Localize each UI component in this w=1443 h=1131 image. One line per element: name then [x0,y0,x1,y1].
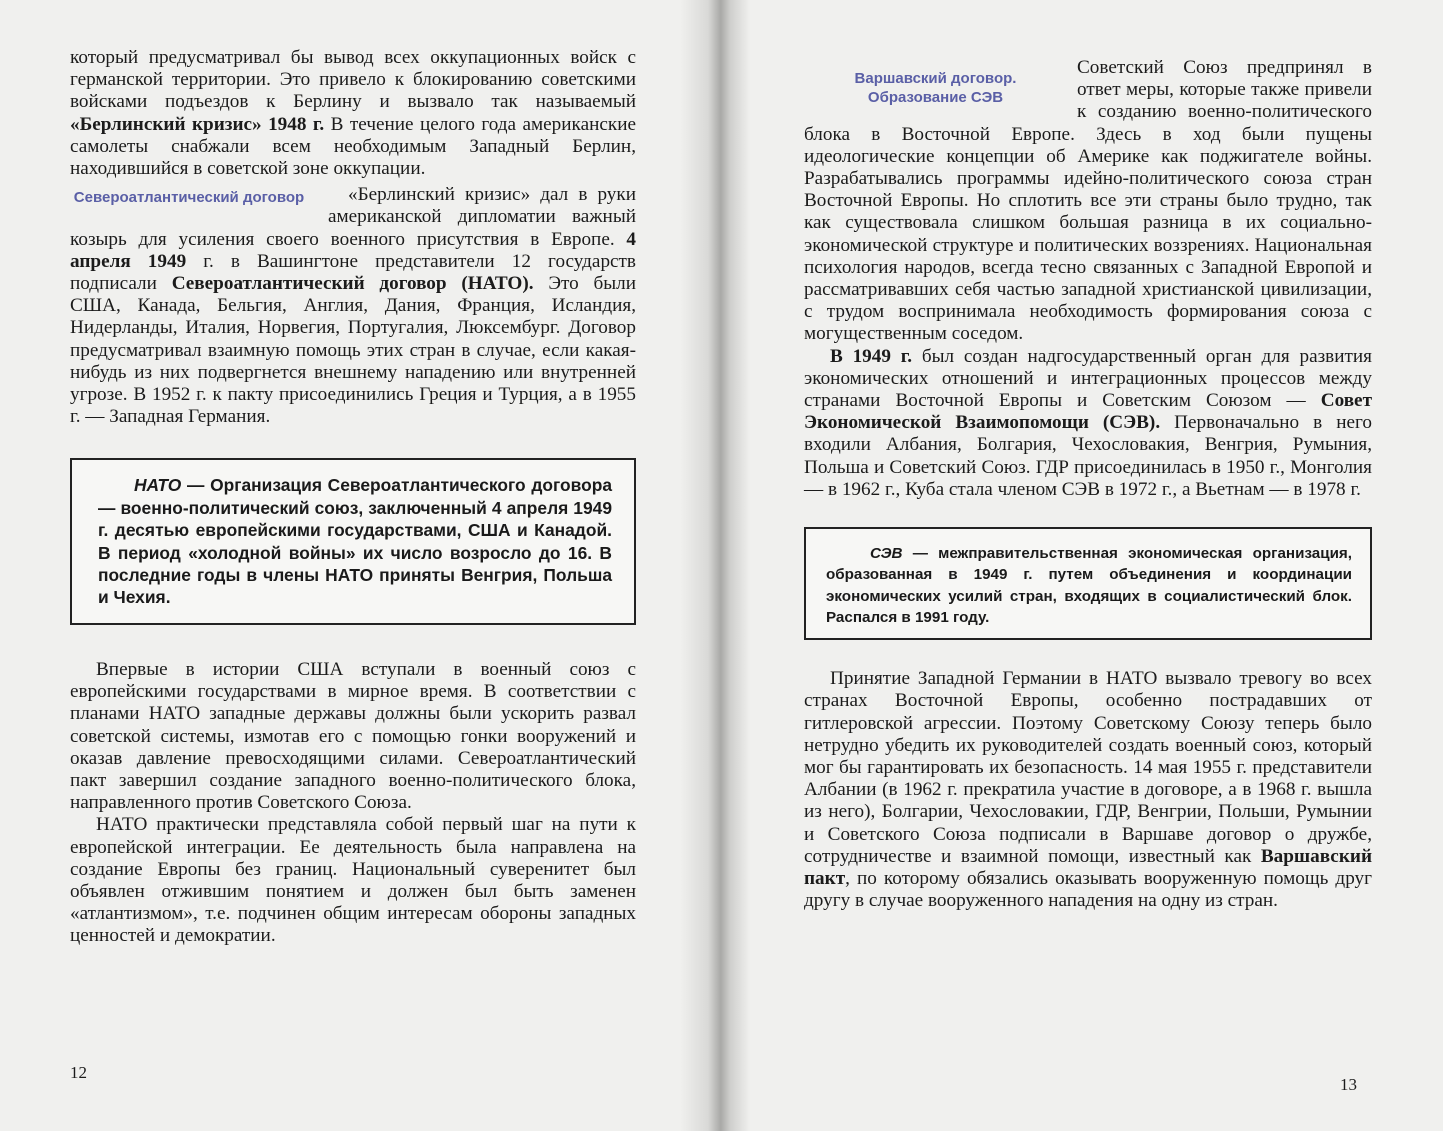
term-berlin-crisis: «Берлинский кризис» 1948 г. [70,113,325,135]
page-number: 12 [70,1063,87,1082]
paragraph-soviet-response: Варшавский договор. Образование СЭВ Советский Союз предпринял в ответ меры, которые также привели к созданию военно-политического блока в Восточной Европе. Здесь в ход были пущены идеологические концепции об Америке как поджигателе войны. Разрабатывались программы идейно-политического союза стран Восточной Европы. Но сплотить все эти страны было трудно, так как существовала слишком большая разница в их социально-экономической структуре и политических воззрениях. Национальная психология народов, всегда тесно связанных с Западной Европой и рассматривавших себя частью западной христианской цивилизации, с трудом воспринимала необходимость формирования союза с могущественным соседом. [804,57,1372,345]
definition-term: СЭВ [870,545,903,563]
definition-box-nato [70,458,636,624]
definition-box-sev [804,527,1372,640]
left-page [70,0,636,1131]
paragraph-berlin-crisis: который предусматривал бы вывод всех оккупационных войск с германской территории. Это привело к блокированию советскими войсками подъездов к Берлину и вызвало так называемый «Берлинский кризис» 1948 г. В течение целого года американские самолеты снабжали всем необходимым Западный Берлин, находившийся в советской зоне оккупации. [70,47,636,180]
definition-text: — Организация Североатлантического договора — военно-политический союз, заключенный 4 апреля 1949 г. десятью европейскими государствами, США и Канадой. В период «холодной войны» их число возросло до 16. В последние годы в члены НАТО приняты Венгрия, Польша и Чехия. [98,475,612,608]
term-comecon: Совет Экономической Взаимопомощи (СЭВ). [804,390,1372,434]
paragraph-nato-treaty: Североатлантический договор «Берлинский кризис» дал в руки американской дипломатии важный козырь для усиления своего военного присутствия в Европе. 4 апреля 1949 г. в Вашингтоне представители 12 государств подписали Североатлантический договор (НАТО). Это были США, Канада, Бельгия, Англия, Дания, Франция, Исландия, Нидерланды, Италия, Норвегия, Португалия, Люксембург. Договор предусматривал взаимную помощь этих стран в случае, если какая-нибудь из них подвергнется внешнему нападению или внутренней угрозе. В 1952 г. к пакту присоединились Греция и Турция, а в 1955 г. — Западная Германия. [70,184,636,428]
right-page [804,0,1372,1131]
definition-text: — межправительственная экономическая организация, образованная в 1949 г. путем объединения и координации экономических усилий стран, входящих в социалистический блок. Распался в 1991 году. [826,545,1352,626]
book-gutter [680,0,750,1131]
section-heading-nato: Североатлантический договор [73,189,305,207]
paragraph-us-alliance: Впервые в истории США вступали в военный союз с европейскими государствами в мирное время. В соответствии с планами НАТО западные державы должны были ускорить развал советской системы, измотав его с помощью гонки вооружений и оказав давление превосходящими силами. Североатлантический пакт завершил создание западного военно-политического блока, направленного против Советского Союза. [70,658,636,814]
section-heading-warsaw: Варшавский договор. Образование СЭВ [854,70,1017,106]
paragraph-comecon: В 1949 г. был создан надгосударственный орган для развития экономических отношений и интеграционных процессов между странами Восточной Европы и Советским Союзом — Совет Экономической Взаимопомощи (СЭВ). Первоначально в него входили Албания, Болгария, Чехословакия, Венгрия, Румыния, Польша и Советский Союз. ГДР присоединилась в 1950 г., Монголия — в 1962 г., Куба стала членом СЭВ в 1972 г., а Вьетнам — в 1978 г. [804,345,1372,500]
term-warsaw-pact: Варшавский пакт [804,845,1372,890]
paragraph-warsaw-pact: Принятие Западной Германии в НАТО вызвало тревогу во всех странах Восточной Европы, особенно пострадавших от гитлеровской агрессии. Поэтому Советскому Союзу теперь было нетрудно убедить их руководителей создать военный союз, который мог бы гарантировать их безопасность. 14 мая 1955 г. представители Албании (в 1962 г. прекратила участие в договоре, а в 1968 г. вышла из него), Болгарии, Чехословакии, ГДР, Венгрии, Польши, Румынии и Советского Союза подписали в Варшаве договор о дружбе, сотрудничестве и взаимной помощи, известный как Варшавский пакт, по которому обязались оказывать вооруженную помощь друг другу в случае вооруженного нападения на одну из стран. [804,668,1372,912]
paragraph-european-integration: НАТО практически представляла собой первый шаг на пути к европейской интеграции. Ее деятельность была направлена на создание Европы без границ. Национальный суверенитет был объявлен отжившим понятием и должен был быть заменен «атлантизмом», т.е. подчинен общим интересам обороны западных ценностей и демократии. [70,814,636,947]
term-nato-treaty: Североатлантический договор (НАТО). [171,273,534,295]
definition-term: НАТО [134,475,182,496]
page-number: 13 [1340,1075,1357,1094]
